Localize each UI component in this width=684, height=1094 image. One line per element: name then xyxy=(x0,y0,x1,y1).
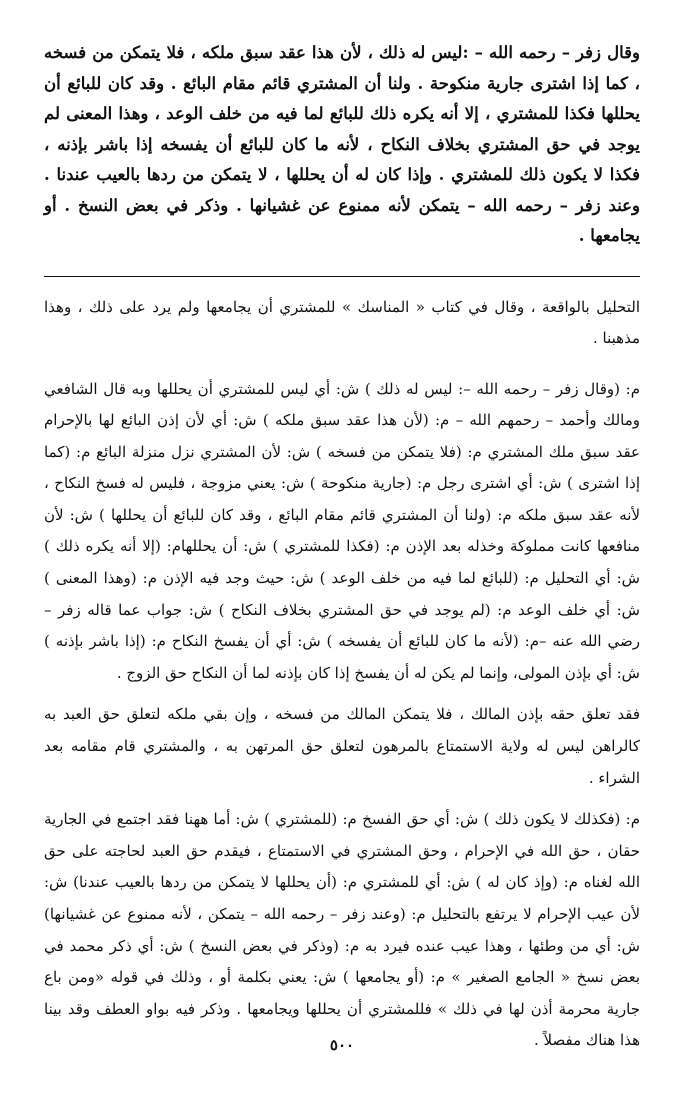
main-text xyxy=(44,38,640,252)
commentary-paragraph-3: م: (فكذلك لا يكون ذلك ) ش: أي حق الفسخ م: (للمشتري ) ش: أما ههنا فقد اجتمع في الجارية حقان ، حق الله في الإحرام ، وحق المشتري في الاستمتاع ، فيقدم حق العبد لحاجته على حق الله لغناه م: (وإذ كان له ) ش: أي للمشتري م: (أن يحللها لا يتمكن من ردها بالعيب عندنا) ش: لأن عيب الإحرام لا يرتفع بالتحليل م: (وعند زفر – رحمه الله – يتمكن ، لأنه ممنوع عن غشيانها) ش: أي من وطئها ، وهذا عيب عنده فيرد به م: (وذكر في بعض النسخ ) ش: أي ذكر محمد في بعض نسخ « الجامع الصغير » م: (أو يجامعها ) ش: يعني بكلمة أو ، وذلك في قوله «ومن باع جارية محرمة أذن لها في ذلك » فللمشتري أن يحللها ويجامعها . وذكر فيه بواو العطف وقد بينا هذا هناك مفصلاً . xyxy=(44,810,640,1050)
commentary-paragraph-1: م: (وقال زفر – رحمه الله –: ليس له ذلك ) ش: أي ليس للمشتري أن يحللها وبه قال الشافعي ومالك وأحمد – رحمهم الله – م: (لأن هذا عقد سبق ملكه ) ش: أي لأن إذن البائع لها بالإحرام عقد سبق ملك المشتري م: (فلا يتمكن من فسخه ) ش: لأن المشتري نزل منزلة البائع م: (كما إذا اشترى ) ش: أي اشترى رجل م: (جارية منكوحة ) ش: يعني مزوجة ، فليس له فسخ النكاح ، لأنه عقد سبق ملكه م: (ولنا أن المشتري قائم مقام البائع ، وقد كان للبائع أن يحللها ) ش: لأن منافعها كانت مملوكة وخذله بعد الإذن م: (فكذا للمشتري ) ش: أن يحللهام: (إلا أنه يكره ذلك ) ش: أي التحليل م: (للبائع لما فيه من خلف الوعد ) ش: حيث وجد فيه الإذن م: (وهذا المعنى ) ش: أي خلف الوعد م: (لم يوجد في حق المشتري بخلاف النكاح ) ش: جواب عما قاله زفر – رضي الله عنه –م: (لأنه ما كان للبائع أن يفسخه ) ش: أي أن يفسخ النكاح م: (إذا باشر بإذنه ) ش: أي بإذن المولى، وإنما لم يكن له أن يفسخ إذا كان بإذنه لما أن النكاح حق الزوج . xyxy=(44,379,640,682)
footnote-text: التحليل بالواقعة ، وقال في كتاب « المناسك » للمشتري أن يجامعها ولم يرد على ذلك ، وهذا مذهبنا . xyxy=(44,297,640,347)
page-number: ٥٠٠ xyxy=(329,1036,355,1054)
main-text-paragraph: وقال زفر – رحمه الله – :ليس له ذلك ، لأن هذا عقد سبق ملكه ، فلا يتمكن من فسخه ، كما إذا اشترى جارية منكوحة . ولنا أن المشتري قائم مقام البائع . وقد كان للبائع أن يحللها فكذا للمشتري ، إلا أنه يكره ذلك للبائع لما فيه من خلف الوعد ، وهذا المعنى لم يوجد في حق المشتري بخلاف النكاح ، لأنه ما كان للبائع أن يفسخه إذا باشر بإذنه ، فكذا لا يكون ذلك للمشتري . وإذا كان له أن يحللها ، لا يتمكن من ردها بالعيب عندنا . وعند زفر – رحمه الله – يتمكن لأنه ممنوع عن غشيانها . وذكر في بعض النسخ . أو يجامعها . xyxy=(44,43,640,245)
footnote xyxy=(44,292,640,354)
commentary xyxy=(44,374,640,1057)
footnote-divider xyxy=(44,276,640,277)
commentary-paragraph-2: فقد تعلق حقه بإذن المالك ، فلا يتمكن المالك من فسخه ، وإن بقي ملكه لتعلق حق العبد به كالراهن ليس له ولاية الاستمتاع بالمرهون لتعلق حق المرتهن به ، والمشتري قام مقامه بعد الشراء . xyxy=(44,705,640,787)
